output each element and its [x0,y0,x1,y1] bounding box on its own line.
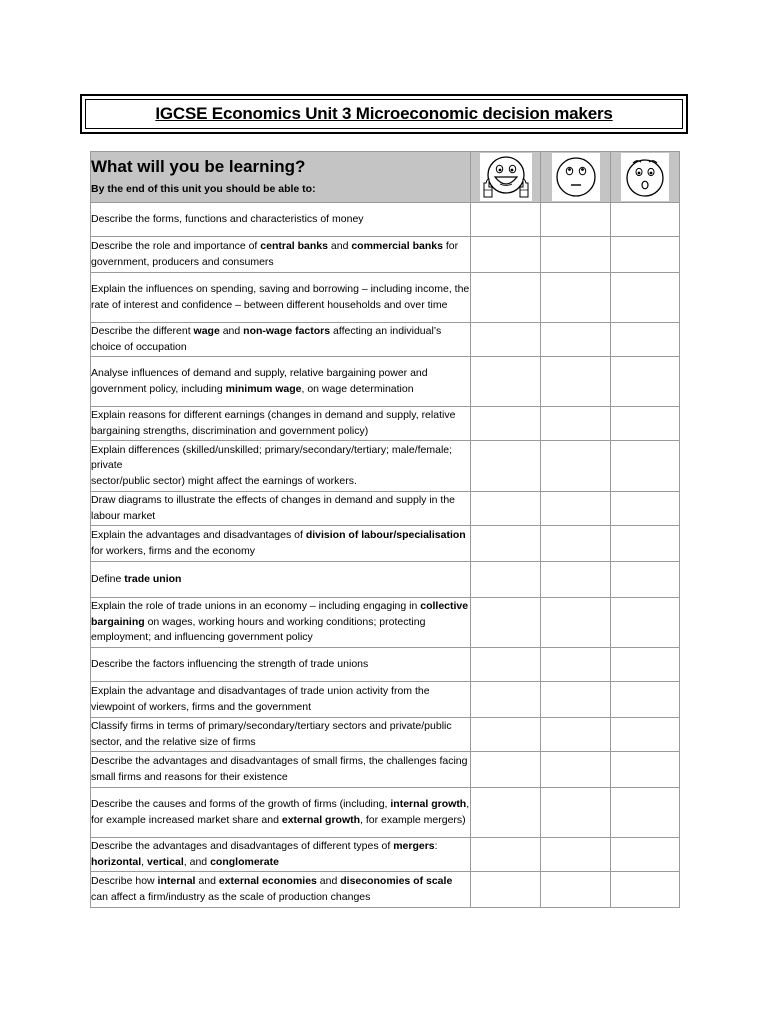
learning-objective [91,648,471,682]
rating-cell-worried[interactable] [611,682,680,718]
objective-text: , and [183,855,211,868]
objective-text: Describe the advantages and disadvantages of small firms, the challenges facing small firms and reasons for their existence [91,755,468,783]
rating-cell-happy[interactable] [471,441,541,492]
checklist-row [91,273,680,323]
key-term: collective bargaining [91,600,469,628]
title-inner-border [85,99,683,129]
checklist-row [91,203,680,237]
rating-cell-happy[interactable] [471,598,541,648]
rating-cell-worried[interactable] [611,492,680,526]
rating-cell-worried[interactable] [611,526,680,562]
objective-text: and [327,240,352,252]
checklist-row [91,648,680,682]
key-term: vertical [147,855,184,868]
rating-cell-happy[interactable] [471,237,541,273]
key-term: conglomerate [210,855,279,868]
objective-text: can affect a firm/industry as the scale of production changes [91,890,371,903]
key-term: external growth [281,813,361,826]
objective-text: Explain the advantage and disadvantages of trade union activity from the viewpoint of workers, firms and the government [91,685,430,713]
rating-cell-neutral[interactable] [541,562,611,598]
rating-cell-worried[interactable] [611,598,680,648]
objective-text: : [434,840,438,852]
rating-cell-happy[interactable] [471,648,541,682]
section-subheading: By the end of this unit you should be able to: [91,182,316,195]
learning-objective [91,788,471,838]
checklist-row [91,441,680,492]
objective-text: and [195,875,219,887]
rating-cell-worried[interactable] [611,237,680,273]
learning-objective [91,526,471,562]
checklist-row [91,562,680,598]
checklist-row [91,838,680,872]
objective-text: , on wage determination [301,382,414,395]
objective-text: on wages, working hours and working conditions; protecting employment; and influencing government policy [91,615,426,644]
learning-objective [91,357,471,407]
objective-text: Explain the advantages and disadvantages of [91,529,306,541]
document-title: IGCSE Economics Unit 3 Microeconomic decision makers [155,104,613,123]
learning-objective [91,562,471,598]
learning-objective [91,323,471,357]
rating-cell-neutral[interactable] [541,838,611,872]
checklist-row [91,598,680,648]
key-term: internal growth [390,798,467,810]
rating-cell-happy[interactable] [471,788,541,838]
objective-text: Describe the factors influencing the strength of trade unions [91,657,369,670]
rating-cell-neutral[interactable] [541,323,611,357]
checklist-row [91,752,680,788]
rating-cell-happy[interactable] [471,752,541,788]
rating-cell-happy[interactable] [471,492,541,526]
objective-text: , for example increased market share and [91,798,470,826]
section-heading: What will you be learning? [91,156,306,176]
learning-objective [91,718,471,752]
rating-cell-neutral[interactable] [541,526,611,562]
rating-cell-neutral[interactable] [541,752,611,788]
rating-cell-neutral[interactable] [541,718,611,752]
checklist-body [91,152,680,908]
objective-text: for government, producers and consumers [91,240,459,268]
header-rating-cell-happy [471,152,541,203]
checklist-row [91,407,680,441]
learning-objective [91,752,471,788]
rating-cell-neutral[interactable] [541,492,611,526]
checklist-row [91,237,680,273]
checklist-row [91,357,680,407]
key-term: external economies [218,875,317,887]
rating-cell-neutral[interactable] [541,788,611,838]
key-term: internal [157,875,196,887]
learning-objective [91,441,471,492]
objective-text: for workers, firms and the economy [91,544,255,557]
objective-text: Describe the forms, functions and characteristics of money [91,212,364,225]
rating-cell-worried[interactable] [611,323,680,357]
key-term: non-wage factors [243,325,331,337]
rating-cell-worried[interactable] [611,407,680,441]
objective-text: Describe how [91,875,158,887]
objective-text: , [141,855,148,868]
rating-cell-neutral[interactable] [541,357,611,407]
objective-text: and [316,875,341,887]
header-row [91,152,680,203]
rating-cell-neutral[interactable] [541,682,611,718]
rating-cell-happy[interactable] [471,203,541,237]
objective-text: Explain the influences on spending, saving and borrowing – including income, the rate of interest and confidence – between different households and over time [91,283,470,311]
rating-cell-worried[interactable] [611,203,680,237]
learning-objective [91,838,471,872]
objective-text: Describe the different [91,325,194,337]
rating-cell-neutral[interactable] [541,441,611,492]
objective-text: Describe the role and importance of [91,240,261,252]
rating-cell-worried[interactable] [611,562,680,598]
rating-cell-worried[interactable] [611,648,680,682]
checklist-row [91,872,680,908]
checklist-row [91,526,680,562]
key-term: central banks [260,240,328,252]
learning-objective [91,407,471,441]
header-rating-cell-neutral [541,152,611,203]
learning-objective [91,237,471,273]
rating-cell-neutral[interactable] [541,407,611,441]
neutral-face-icon [552,153,600,201]
checklist-row [91,718,680,752]
objective-text: Explain differences (skilled/unskilled; primary/secondary/tertiary; male/female; private sector/public sector) might affect the earnings of workers. [91,443,453,487]
rating-cell-neutral[interactable] [541,237,611,273]
learning-objective [91,682,471,718]
learning-objective [91,598,471,648]
objective-text: Explain the role of trade unions in an economy – including engaging in [91,600,421,613]
key-term: wage [193,325,220,337]
objective-text: Analyse influences of demand and supply, relative bargaining power and government policy, including [91,367,428,395]
rating-cell-neutral[interactable] [541,872,611,908]
key-term: diseconomies of scale [340,875,453,887]
checklist-row [91,492,680,526]
rating-cell-worried[interactable] [611,273,680,323]
rating-cell-neutral[interactable] [541,203,611,237]
objective-text: and [219,325,244,337]
rating-cell-worried[interactable] [611,441,680,492]
objective-text: Classify firms in terms of primary/secondary/tertiary sectors and private/public sector, and the relative size of firms [91,720,452,748]
learning-objective [91,492,471,526]
learning-objective [91,273,471,323]
rating-cell-happy[interactable] [471,407,541,441]
key-term: division of labour/specialisation [305,529,466,541]
header-rating-cell-worried [611,152,680,203]
rating-cell-happy[interactable] [471,682,541,718]
objective-text: Describe the advantages and disadvantages of different types of [91,840,394,852]
rating-cell-worried[interactable] [611,718,680,752]
rating-cell-happy[interactable] [471,718,541,752]
rating-cell-worried[interactable] [611,357,680,407]
key-term: mergers [393,840,435,852]
title-box [80,94,688,134]
objective-text: Describe the causes and forms of the growth of firms (including, [91,798,391,810]
objective-text: , for example mergers) [360,813,466,826]
key-term: horizontal [91,855,142,868]
rating-cell-happy[interactable] [471,562,541,598]
key-term: minimum wage [225,382,302,395]
learning-objective [91,872,471,908]
rating-cell-happy[interactable] [471,526,541,562]
rating-cell-worried[interactable] [611,872,680,908]
rating-cell-worried[interactable] [611,788,680,838]
checklist-row [91,323,680,357]
objective-text: affecting an individual’s choice of occupation [91,325,442,353]
rating-cell-neutral[interactable] [541,598,611,648]
rating-cell-happy[interactable] [471,273,541,323]
objective-text: Explain reasons for different earnings (changes in demand and supply, relative bargaining strengths, discrimination and government policy) [91,409,456,437]
key-term: commercial banks [351,240,443,252]
header-cell [91,152,471,203]
rating-cell-happy[interactable] [471,872,541,908]
rating-cell-happy[interactable] [471,357,541,407]
smiling-thumbs-up-face-icon [480,153,532,201]
objective-text: Define [91,572,125,585]
rating-cell-happy[interactable] [471,838,541,872]
rating-cell-worried[interactable] [611,838,680,872]
learning-objective [91,203,471,237]
checklist-row [91,682,680,718]
rating-cell-happy[interactable] [471,323,541,357]
rating-cell-worried[interactable] [611,752,680,788]
worried-face-icon [621,153,669,201]
checklist-row [91,788,680,838]
rating-cell-neutral[interactable] [541,273,611,323]
rating-cell-neutral[interactable] [541,648,611,682]
learning-checklist-table [90,151,680,908]
objective-text: Draw diagrams to illustrate the effects of changes in demand and supply in the labour market [91,494,456,522]
key-term: trade union [124,572,182,585]
